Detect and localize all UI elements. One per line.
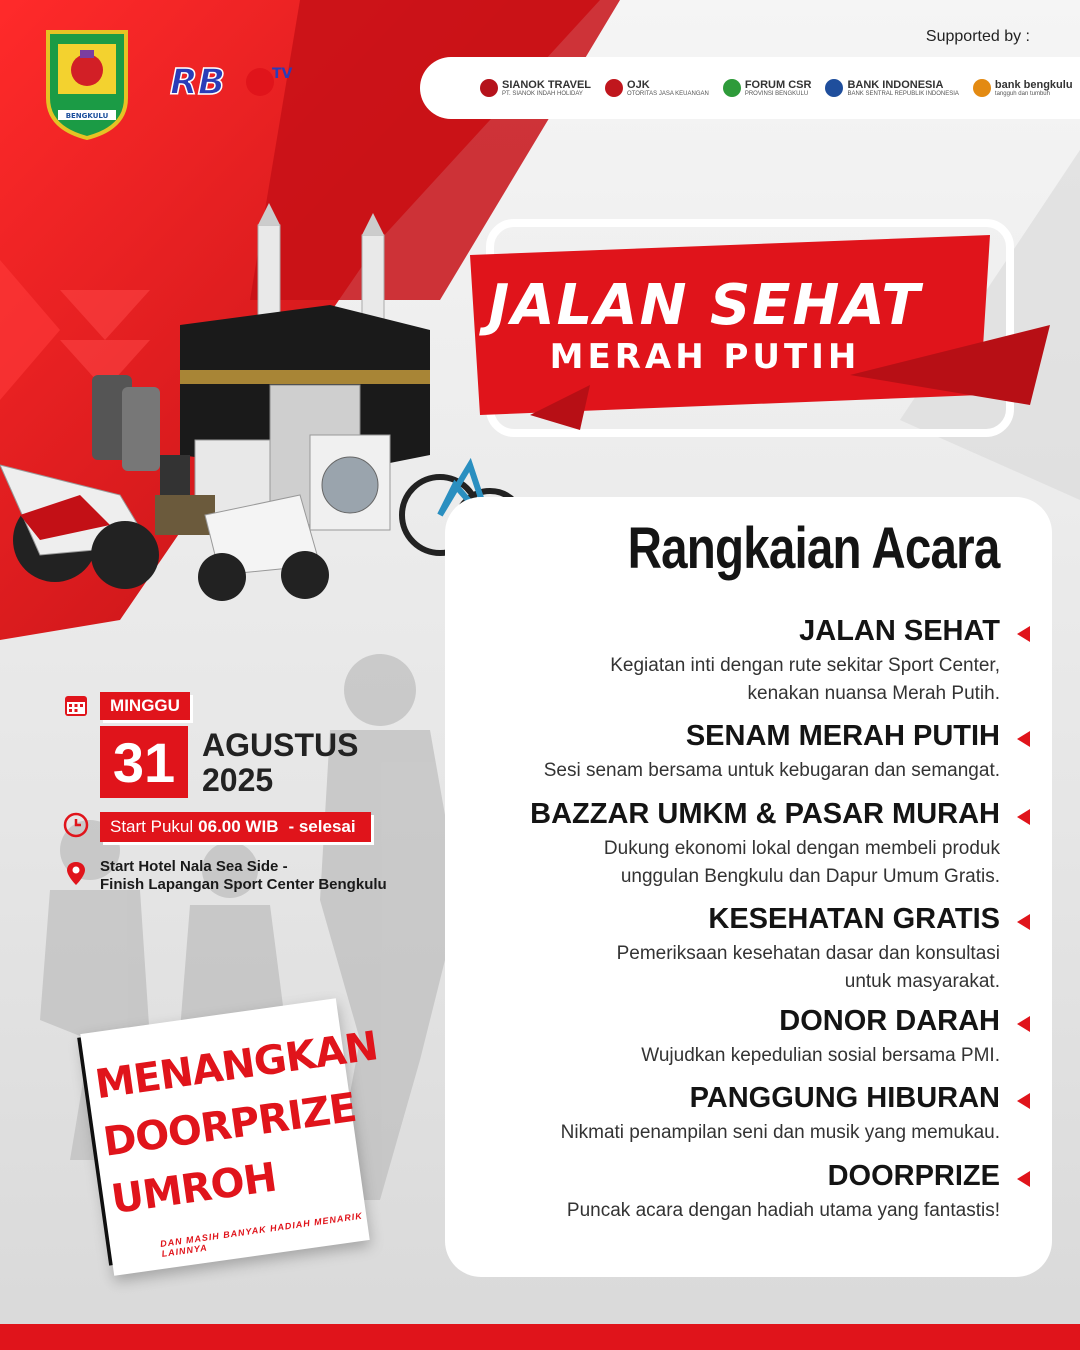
title-badge: [470, 215, 1050, 445]
event-name: JALAN SEHAT: [799, 615, 1000, 647]
sponsor-sub: tangguh dan tumbuh: [994, 91, 1050, 97]
location-pin-icon: [63, 860, 89, 886]
event-arrow-icon: [1017, 914, 1030, 930]
title-line-2: MERAH PUTIH: [549, 337, 861, 377]
rb-text: RB: [170, 62, 226, 102]
event-desc-line-2: unggulan Bengkulu dan Dapur Umum Gratis.: [620, 866, 1000, 887]
event-desc: [530, 835, 1000, 891]
event-desc: [641, 1042, 1000, 1070]
sponsor-name: FORUM CSR: [744, 79, 812, 91]
event-name: BAZZAR UMKM & PASAR MURAH: [530, 798, 1000, 830]
event-desc-line-2: kenakan nuansa Merah Putih.: [747, 683, 1000, 704]
sponsor-sub: PROVINSI BENGKULU: [744, 91, 809, 97]
doorprize-card: [80, 998, 381, 1276]
sponsor-name: OJK: [627, 79, 650, 91]
event-name: KESEHATAN GRATIS: [708, 903, 1000, 935]
sponsor-bank-indonesia: [825, 79, 958, 97]
event-desc: [567, 1197, 1000, 1225]
shield-text: BENGKULU: [65, 112, 109, 120]
event-item: [567, 1160, 1000, 1225]
event-desc: [610, 652, 1000, 708]
forum-csr-logo-icon: [723, 79, 741, 97]
event-desc-line-1: Wujudkan kepedulian sosial bersama PMI.: [641, 1045, 1000, 1066]
event-desc: [617, 940, 1000, 996]
date-year: 2025: [202, 762, 274, 798]
sponsor-sub: OTORITAS JASA KEUANGAN: [627, 91, 709, 97]
bottom-red-bar: [0, 1324, 1080, 1350]
event-arrow-icon: [1017, 731, 1030, 747]
event-desc-line-1: Nikmati penampilan seni dan musik yang memukau.: [560, 1122, 1000, 1143]
location-line-2: Finish Lapangan Sport Center Bengkulu: [100, 876, 387, 893]
location-text: [100, 858, 387, 894]
sponsor-name: BANK INDONESIA: [847, 79, 944, 91]
tv-text: TV: [272, 66, 293, 82]
time-chip: [100, 812, 371, 842]
sponsor-bank-bengkulu: [973, 79, 1073, 97]
sianok-logo-icon: [480, 79, 498, 97]
event-item: [610, 615, 1000, 708]
event-item: [530, 798, 1000, 891]
time-suffix: - selesai: [288, 817, 356, 836]
rb-tv-logo: [168, 58, 302, 102]
sponsor-sianok: [480, 79, 591, 97]
bengkulu-shield-logo: [44, 28, 130, 140]
event-name: DOORPRIZE: [827, 1160, 1000, 1192]
sponsor-forum-csr: [723, 79, 812, 97]
event-item: [561, 1082, 1000, 1147]
sponsor-ojk: [605, 79, 709, 97]
event-item: [544, 720, 1000, 785]
sponsor-bar: [420, 57, 1080, 119]
doorprize-line-3: UMROH: [108, 1154, 279, 1224]
day-chip: MINGGU: [100, 692, 190, 720]
calendar-icon: [63, 692, 89, 718]
sponsor-name: SIANOK TRAVEL: [502, 79, 592, 91]
bank-indonesia-logo-icon: [825, 79, 843, 97]
date-number: 31: [100, 726, 188, 798]
sponsor-sub: PT. SIANOK INDAH HOLIDAY: [502, 91, 583, 97]
title-line-1: JALAN SEHAT: [488, 273, 922, 338]
event-desc-line-1: Kegiatan inti dengan rute sekitar Sport Center,: [610, 655, 1000, 676]
doorprize-line-1: MENANGKAN: [92, 1023, 381, 1109]
clock-icon: [63, 812, 89, 838]
event-arrow-icon: [1017, 1171, 1030, 1187]
event-name: SENAM MERAH PUTIH: [685, 720, 1000, 752]
sponsor-sub: BANK SENTRAL REPUBLIK INDONESIA: [847, 91, 959, 97]
sponsor-name: bank bengkulu: [994, 79, 1073, 91]
bank-bengkulu-logo-icon: [973, 79, 991, 97]
event-desc-line-1: Sesi senam bersama untuk kebugaran dan semangat.: [543, 760, 1000, 781]
event-name: DONOR DARAH: [779, 1005, 1000, 1037]
event-arrow-icon: [1017, 809, 1030, 825]
time-value: 06.00 WIB: [198, 817, 279, 836]
event-arrow-icon: [1017, 1016, 1030, 1032]
event-desc-line-1: Pemeriksaan kesehatan dasar dan konsultasi: [616, 943, 1000, 964]
prize-illustration: [0, 195, 520, 615]
event-item: [617, 903, 1000, 996]
doorprize-line-2: DOORPRIZE: [100, 1084, 359, 1166]
time-prefix: Start Pukul: [110, 817, 194, 836]
supported-by-label: Supported by :: [925, 28, 1030, 45]
event-desc: [544, 757, 1000, 785]
event-arrow-icon: [1017, 1093, 1030, 1109]
event-arrow-icon: [1017, 626, 1030, 642]
event-desc-line-1: Puncak acara dengan hadiah utama yang fantastis!: [566, 1200, 1000, 1221]
event-name: PANGGUNG HIBURAN: [689, 1082, 1000, 1114]
event-desc-line-2: untuk masyarakat.: [844, 971, 1000, 992]
ojk-logo-icon: [605, 79, 623, 97]
rangkaian-title: Rangkaian Acara: [628, 516, 1000, 581]
event-desc: [561, 1119, 1000, 1147]
event-item: [641, 1005, 1000, 1070]
date-month: AGUSTUS: [202, 727, 359, 763]
location-line-1: Start Hotel Nala Sea Side -: [100, 858, 288, 875]
doorprize-small-text: DAN MASIH BANYAK HADIAH MENARIK LAINNYA: [159, 1210, 364, 1259]
event-desc-line-1: Dukung ekonomi lokal dengan membeli produk: [603, 838, 1000, 859]
